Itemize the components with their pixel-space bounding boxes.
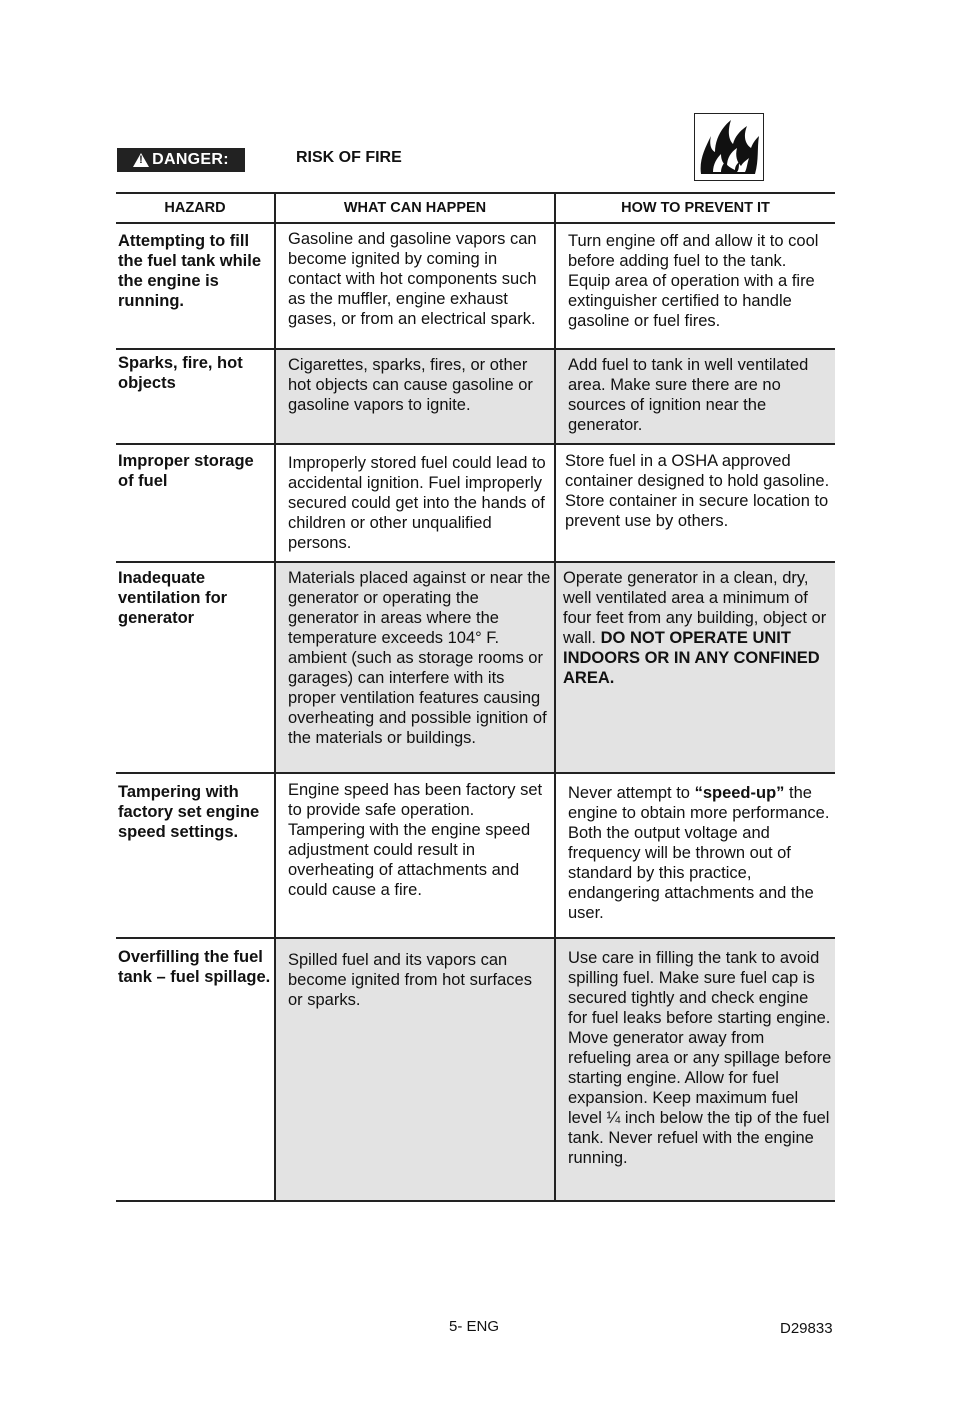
prevent-text: the engine to obtain more performance. Both the output voltage and frequency will be thrown out of standard by this practice, endangering attachments and the user. bbox=[568, 784, 830, 922]
column-header-what-can-happen: WHAT CAN HAPPEN bbox=[275, 193, 555, 223]
hazard-cell: Overfilling the fuel tank – fuel spillage. bbox=[116, 938, 275, 1201]
prevent-warning-strong: DO NOT OPERATE UNIT INDOORS OR IN ANY CONFINED AREA. bbox=[563, 629, 820, 687]
table-row bbox=[116, 938, 835, 1201]
table-header-row bbox=[116, 193, 835, 223]
table-row bbox=[116, 773, 835, 938]
what-cell: Materials placed against or near the generator or operating the generator in areas where the temperature exceeds 104° F. ambient (such as storage rooms or garages) can interfere with its proper ventilation features causing overheating and possible ignition of the materials or buildings. bbox=[275, 562, 555, 773]
danger-badge bbox=[117, 148, 245, 172]
hazard-table bbox=[116, 192, 835, 1202]
prevent-cell: Store fuel in a OSHA approved container designed to hold gasoline. Store container in secure location to prevent use by others. bbox=[555, 444, 835, 562]
hazard-cell: Inadequate ventilation for generator bbox=[116, 562, 275, 773]
prevent-text: Operate generator in a clean, dry, well ventilated area a minimum of four feet from any building, object or wall. bbox=[563, 569, 827, 647]
what-cell: Improperly stored fuel could lead to accidental ignition. Fuel improperly secured could get into the hands of children or other unqualified persons. bbox=[275, 444, 555, 562]
hazard-cell: Tampering with factory set engine speed settings. bbox=[116, 773, 275, 938]
prevent-cell bbox=[555, 562, 835, 773]
column-header-how-to-prevent: HOW TO PREVENT IT bbox=[555, 193, 835, 223]
danger-label: DANGER: bbox=[152, 151, 229, 168]
warning-triangle-icon bbox=[133, 153, 149, 167]
what-cell: Engine speed has been factory set to provide safe operation. Tampering with the engine speed adjustment could result in overheating of attachments and could cause a fire. bbox=[275, 773, 555, 938]
table-row bbox=[116, 562, 835, 773]
what-cell: Gasoline and gasoline vapors can become ignited by coming in contact with hot components such as the muffler, engine exhaust gases, or from an electrical spark. bbox=[275, 223, 555, 349]
prevent-text-pre: Never attempt to bbox=[568, 784, 690, 802]
hazard-cell: Attempting to fill the fuel tank while the engine is running. bbox=[116, 223, 275, 349]
what-cell: Spilled fuel and its vapors can become ignited from hot surfaces or sparks. bbox=[275, 938, 555, 1201]
page-number: 5- ENG bbox=[449, 1318, 500, 1335]
hazard-cell: Improper storage of fuel bbox=[116, 444, 275, 562]
column-header-hazard: HAZARD bbox=[116, 193, 275, 223]
table-row bbox=[116, 223, 835, 349]
prevent-cell: Turn engine off and allow it to cool before adding fuel to the tank. Equip area of operation with a fire extinguisher certified to handle gasoline or fuel fires. bbox=[555, 223, 835, 349]
prevent-emphasis: “speed-up” bbox=[694, 784, 785, 802]
table-row bbox=[116, 349, 835, 444]
fire-flame-icon bbox=[694, 113, 764, 181]
prevent-cell: Use care in filling the tank to avoid spilling fuel. Make sure fuel cap is secured tightly and check engine for fuel leaks before starting engine. Move generator away from refueling area or any spillage before starting engine. Allow for fuel expansion. Keep maximum fuel level ¼ inch below the tip of the fuel tank. Never refuel with the engine running. bbox=[555, 938, 835, 1201]
hazard-cell: Sparks, fire, hot objects bbox=[116, 349, 275, 444]
document-id: D29833 bbox=[780, 1320, 833, 1337]
table-row bbox=[116, 444, 835, 562]
prevent-cell bbox=[555, 773, 835, 938]
prevent-cell: Add fuel to tank in well ventilated area. Make sure there are no sources of ignition near the generator. bbox=[555, 349, 835, 444]
section-title: RISK OF FIRE bbox=[296, 149, 402, 166]
what-cell: Cigarettes, sparks, fires, or other hot objects can cause gasoline or gasoline vapors to ignite. bbox=[275, 349, 555, 444]
